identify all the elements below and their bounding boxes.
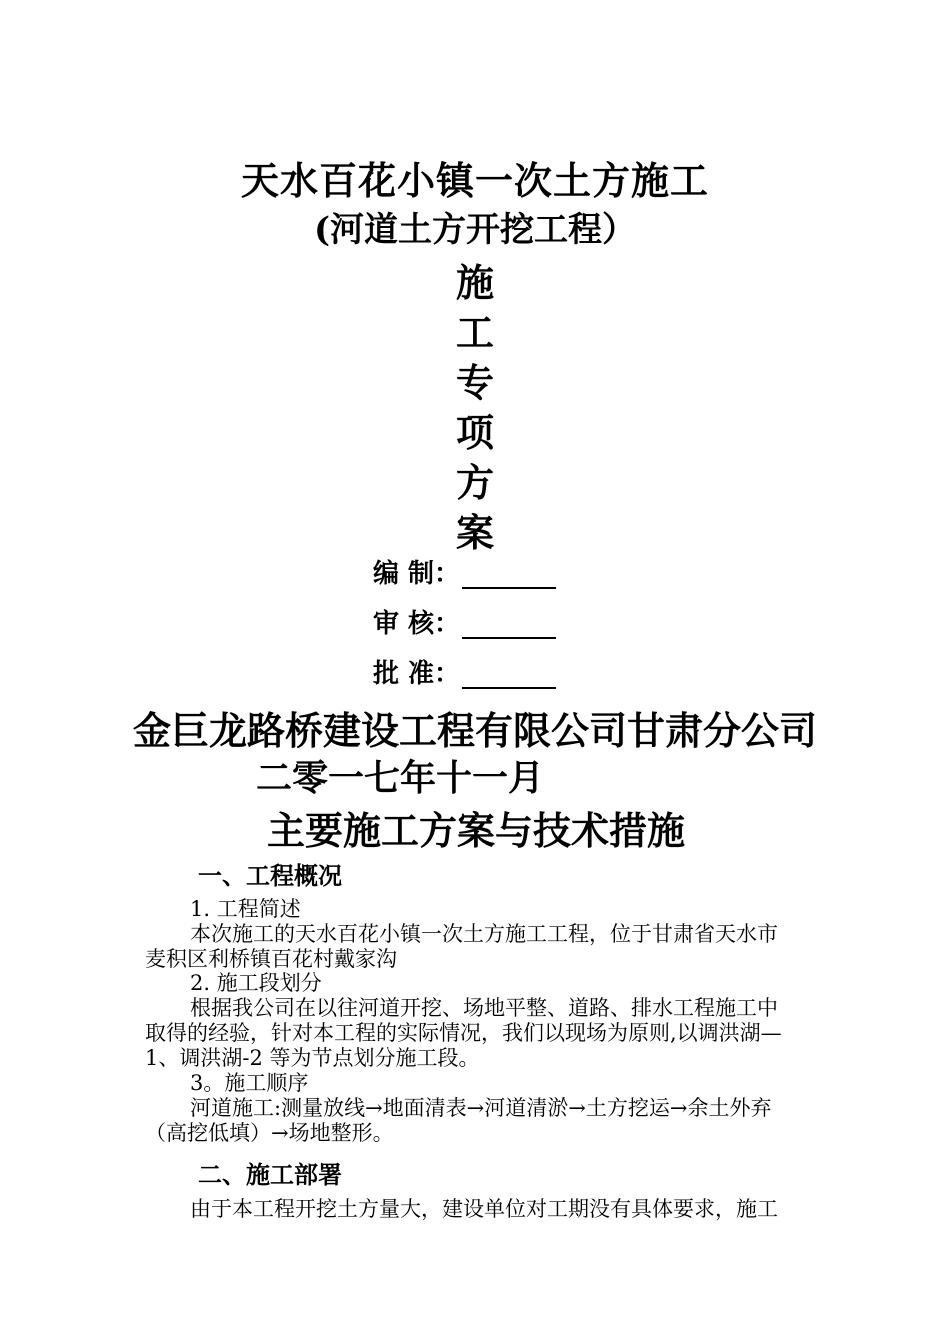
item3-title: 3。施工顺序 [190,1071,309,1095]
section2-text-line: 由于本工程开挖土方量大，建设单位对工期没有具体要求，施工 [190,1197,778,1221]
vertical-title-char: 施 [455,260,494,305]
signature-blank[interactable] [462,561,556,589]
item2-text-line: 取得的经验，针对本工程的实际情况，我们以现场为原则,以调洪湖— [145,1021,782,1045]
signature-blank[interactable] [462,611,556,639]
sign-row-approver [373,656,556,692]
item2-title: 2. 施工段划分 [190,971,322,995]
item3-text-line: 河道施工:测量放线→地面清表→河道清淤→土方挖运→余土外弃 [190,1096,772,1120]
content-heading: 主要施工方案与技术措施 [266,808,685,853]
item1-title: 1. 工程简述 [190,897,301,921]
vertical-title-char: 项 [455,410,494,455]
company-name: 金巨龙路桥建设工程有限公司甘肃分公司 [132,708,817,753]
sign-row-reviewer [373,606,556,642]
vertical-title-char: 专 [455,360,494,405]
section1-title: 一、工程概况 [198,861,342,890]
sign-label: 审 核： [373,609,461,639]
sign-label: 批 准： [373,659,461,689]
sign-row-compiler [373,556,556,592]
vertical-title-char: 案 [455,510,494,555]
cover-title: 天水百花小镇一次土方施工 [240,158,709,203]
vertical-title-char: 方 [455,460,494,505]
item1-text-line: 麦积区利桥镇百花村戴家沟 [145,947,397,971]
sign-label: 编 制： [373,559,461,589]
signature-blank[interactable] [462,661,556,689]
vertical-title-char: 工 [455,310,494,355]
cover-subtitle: (河道土方开挖工程） [313,210,637,250]
item2-text-line: 根据我公司在以往河道开挖、场地平整、道路、排水工程施工中 [190,996,778,1020]
item2-text-line: 1、调洪湖-2 等为节点划分施工段。 [145,1046,480,1070]
item3-text-line: （高挖低填）→场地整形。 [145,1121,394,1145]
item1-text-line: 本次施工的天水百花小镇一次土方施工工程，位于甘肃省天水市 [190,922,778,946]
section2-title: 二、施工部署 [198,1160,342,1189]
document-date: 二零一七年十一月 [255,757,544,799]
